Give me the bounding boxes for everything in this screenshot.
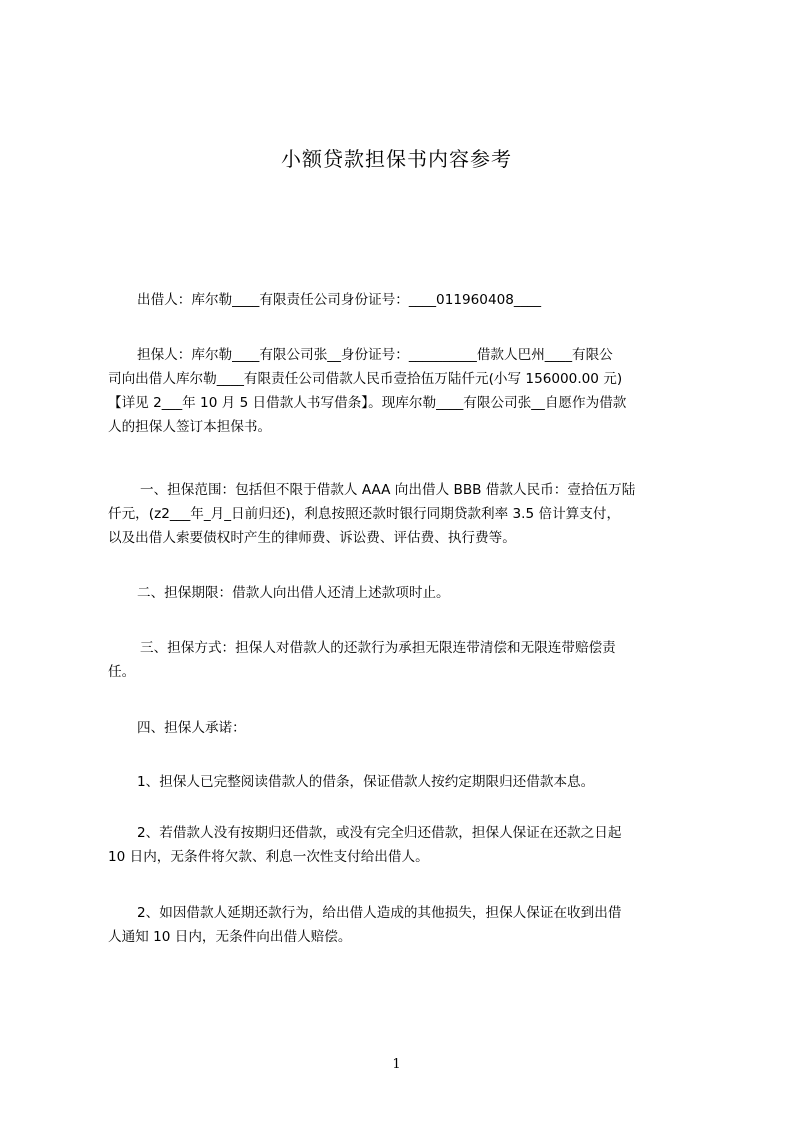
paragraph-promise-1 [108, 770, 708, 794]
paragraph-period [108, 581, 708, 605]
paragraph-lender [108, 288, 708, 312]
paragraph-promise-2 [108, 821, 708, 869]
text-line: 司向出借人库尔勒____有限责任公司借款人民币壹拾伍万陆仟元(小写 156000.00 元) [108, 371, 623, 387]
text-line: 人的担保人签订本担保书。 [108, 419, 272, 435]
text-line: 以及出借人索要债权时产生的律师费、诉讼费、评估费、执行费等。 [108, 530, 516, 546]
document-title: 小额贷款担保书内容参考 [281, 147, 512, 171]
text-line: 一、担保范围：包括但不限于借款人 AAA 向出借人 BBB 借款人民币：壹拾伍万陆 [140, 482, 636, 498]
paragraph-scope [108, 478, 708, 550]
paragraph-promise-heading [108, 716, 708, 740]
page-number: 1 [392, 1057, 401, 1072]
text-line: 出借人：库尔勒____有限责任公司身份证号：____011960408____ [137, 292, 542, 308]
text-line: 四、担保人承诺： [137, 720, 246, 736]
text-line: 二、担保期限：借款人向出借人还清上述款项时止。 [137, 585, 450, 601]
text-line: 1、担保人已完整阅读借款人的借条，保证借款人按约定期限归还借款本息。 [137, 774, 595, 790]
text-line: 2、如因借款人延期还款行为，给出借人造成的其他损失，担保人保证在收到出借 [137, 905, 622, 921]
text-line: 仟元，(z2___年_月_日前归还)，利息按照还款时银行同期贷款利率 3.5 倍计算支付， [108, 506, 621, 522]
paragraph-promise-3 [108, 901, 708, 949]
text-line: 任。 [108, 664, 136, 680]
text-line: 三、担保方式：担保人对借款人的还款行为承担无限连带清偿和无限连带赔偿责 [140, 640, 616, 656]
text-line: 【详见 2___年 10 月 5 日借款人书写借条】。现库尔勒____有限公司张__自愿作为借款 [108, 395, 627, 411]
paragraph-method [108, 636, 708, 684]
text-line: 人通知 10 日内，无条件向出借人赔偿。 [108, 929, 352, 945]
paragraph-guarantor [108, 343, 708, 439]
text-line: 担保人：库尔勒____有限公司张__身份证号：__________借款人巴州____有限公 [137, 347, 613, 363]
text-line: 10 日内，无条件将欠款、利息一次性支付给出借人。 [108, 849, 429, 865]
text-line: 2、若借款人没有按期归还借款，或没有完全归还借款，担保人保证在还款之日起 [137, 825, 622, 841]
